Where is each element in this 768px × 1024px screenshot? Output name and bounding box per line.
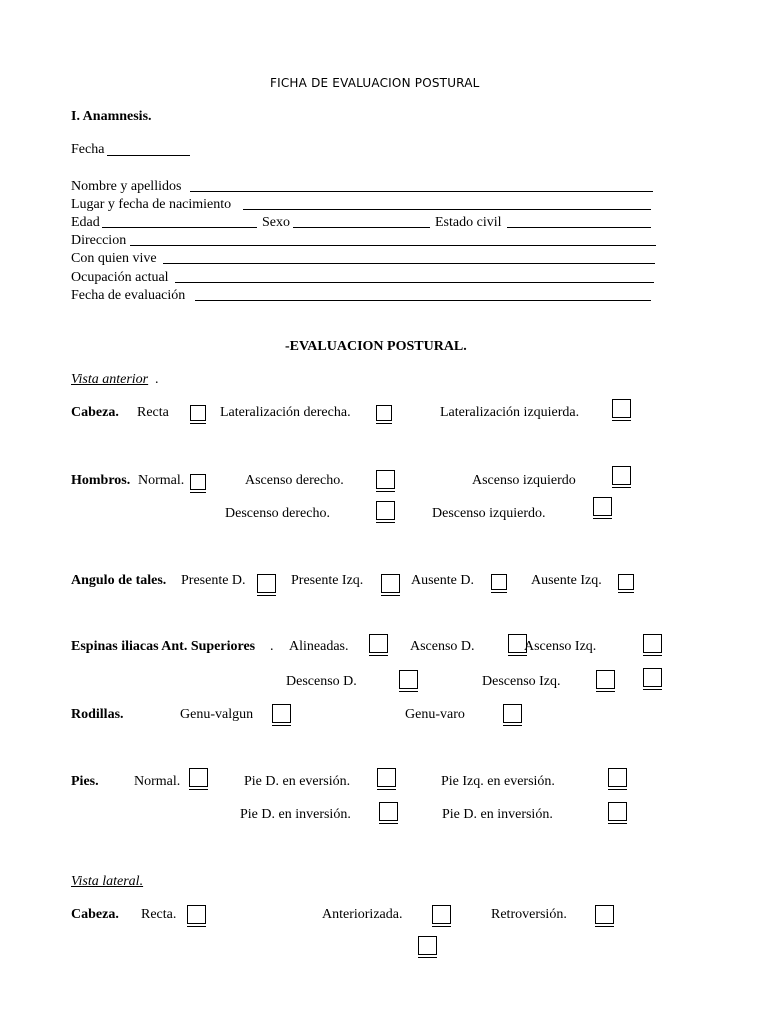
section-anamnesis-heading: I. Anamnesis.: [71, 109, 152, 124]
direccion-field[interactable]: [130, 245, 656, 246]
pie-d-inversion-2-label: Pie D. en inversión.: [442, 807, 553, 822]
ausente-d-label: Ausente D.: [411, 573, 474, 588]
ocupacion-field[interactable]: [175, 282, 654, 283]
lat-derecha-checkbox[interactable]: [376, 405, 392, 421]
genu-varo-checkbox[interactable]: [503, 704, 522, 723]
descenso-derecho-label: Descenso derecho.: [225, 506, 330, 521]
nombre-field[interactable]: [190, 191, 653, 192]
vista-lateral-heading: Vista lateral.: [71, 874, 144, 889]
hombros-normal-checkbox[interactable]: [190, 474, 206, 490]
estado-civil-field[interactable]: [507, 227, 651, 228]
espinas-period: .: [270, 639, 274, 654]
espinas-ascenso-izq-checkbox[interactable]: [643, 634, 662, 653]
descenso-izquierdo-checkbox[interactable]: [593, 497, 612, 516]
recta-checkbox[interactable]: [190, 405, 206, 421]
fecha-evaluacion-field[interactable]: [195, 300, 651, 301]
cabeza-lateral-recta-label: Recta.: [141, 907, 177, 922]
ascenso-izquierdo-label: Ascenso izquierdo: [472, 473, 576, 488]
pie-izq-eversion-checkbox[interactable]: [608, 768, 627, 787]
fecha-field[interactable]: [107, 155, 190, 156]
espinas-extra-checkbox[interactable]: [643, 668, 662, 687]
vista-anterior-heading: Vista anterior: [71, 372, 149, 387]
recta-label: Recta: [137, 405, 169, 420]
anteriorizada-checkbox[interactable]: [432, 905, 451, 924]
ausente-d-checkbox[interactable]: [491, 574, 507, 590]
hombros-normal-label: Normal.: [138, 473, 185, 488]
cabeza-lateral-recta-checkbox[interactable]: [187, 905, 206, 924]
con-quien-vive-field[interactable]: [163, 263, 655, 264]
ausente-izq-checkbox[interactable]: [618, 574, 634, 590]
presente-d-label: Presente D.: [181, 573, 246, 588]
lat-izquierda-checkbox[interactable]: [612, 399, 631, 418]
espinas-iliacas-label: Espinas iliacas Ant. Superiores: [71, 639, 256, 654]
page-title: FICHA DE EVALUACION POSTURAL: [270, 76, 480, 90]
alineadas-checkbox[interactable]: [369, 634, 388, 653]
edad-field[interactable]: [102, 227, 257, 228]
pie-d-eversion-label: Pie D. en eversión.: [244, 774, 351, 789]
presente-izq-label: Presente Izq.: [291, 573, 364, 588]
fecha-label: Fecha: [71, 142, 105, 157]
direccion-label: Direccion: [71, 233, 127, 248]
edad-label: Edad: [71, 215, 100, 230]
ausente-izq-label: Ausente Izq.: [531, 573, 602, 588]
lugar-label: Lugar y fecha de nacimiento: [71, 197, 232, 212]
cabeza-lateral-label: Cabeza.: [71, 907, 119, 922]
descenso-derecho-checkbox[interactable]: [376, 501, 395, 520]
presente-d-checkbox[interactable]: [257, 574, 276, 593]
presente-izq-checkbox[interactable]: [381, 574, 400, 593]
genu-valgun-label: Genu-valgun: [180, 707, 254, 722]
pies-normal-checkbox[interactable]: [189, 768, 208, 787]
nombre-label: Nombre y apellidos: [71, 179, 182, 194]
pie-d-inversion-2-checkbox[interactable]: [608, 802, 627, 821]
espinas-descenso-d-label: Descenso D.: [286, 674, 357, 689]
vista-anterior-period: .: [155, 372, 159, 387]
alineadas-label: Alineadas.: [289, 639, 349, 654]
sexo-label: Sexo: [262, 215, 290, 230]
ascenso-derecho-checkbox[interactable]: [376, 470, 395, 489]
retroversion-checkbox[interactable]: [595, 905, 614, 924]
retroversion-label: Retroversión.: [491, 907, 567, 922]
ocupacion-label: Ocupación actual: [71, 270, 169, 285]
pie-izq-eversion-label: Pie Izq. en eversión.: [441, 774, 555, 789]
ascenso-derecho-label: Ascenso derecho.: [245, 473, 344, 488]
pie-d-inversion-checkbox[interactable]: [379, 802, 398, 821]
espinas-ascenso-izq-label: Ascenso Izq.: [524, 639, 597, 654]
fecha-evaluacion-label: Fecha de evaluación: [71, 288, 186, 303]
lugar-field[interactable]: [243, 209, 651, 210]
pies-label: Pies.: [71, 774, 99, 789]
pie-d-inversion-label: Pie D. en inversión.: [240, 807, 351, 822]
ascenso-izquierdo-checkbox[interactable]: [612, 466, 631, 485]
section-evaluacion-heading: -EVALUACION POSTURAL.: [285, 339, 467, 354]
sexo-field[interactable]: [293, 227, 430, 228]
espinas-descenso-d-checkbox[interactable]: [399, 670, 418, 689]
descenso-izquierdo-label: Descenso izquierdo.: [432, 506, 546, 521]
espinas-ascenso-d-label: Ascenso D.: [410, 639, 475, 654]
con-quien-vive-label: Con quien vive: [71, 251, 157, 266]
angulo-tales-label: Angulo de tales.: [71, 573, 167, 588]
genu-varo-label: Genu-varo: [405, 707, 465, 722]
espinas-descenso-izq-checkbox[interactable]: [596, 670, 615, 689]
anteriorizada-label: Anteriorizada.: [322, 907, 403, 922]
espinas-descenso-izq-label: Descenso Izq.: [482, 674, 561, 689]
pies-normal-label: Normal.: [134, 774, 181, 789]
pie-d-eversion-checkbox[interactable]: [377, 768, 396, 787]
cabeza-lateral-extra-checkbox[interactable]: [418, 936, 437, 955]
genu-valgun-checkbox[interactable]: [272, 704, 291, 723]
lat-derecha-label: Lateralización derecha.: [220, 405, 351, 420]
hombros-label: Hombros.: [71, 473, 131, 488]
cabeza-label: Cabeza.: [71, 405, 119, 420]
lat-izquierda-label: Lateralización izquierda.: [440, 405, 580, 420]
rodillas-label: Rodillas.: [71, 707, 124, 722]
estado-civil-label: Estado civil: [435, 215, 502, 230]
